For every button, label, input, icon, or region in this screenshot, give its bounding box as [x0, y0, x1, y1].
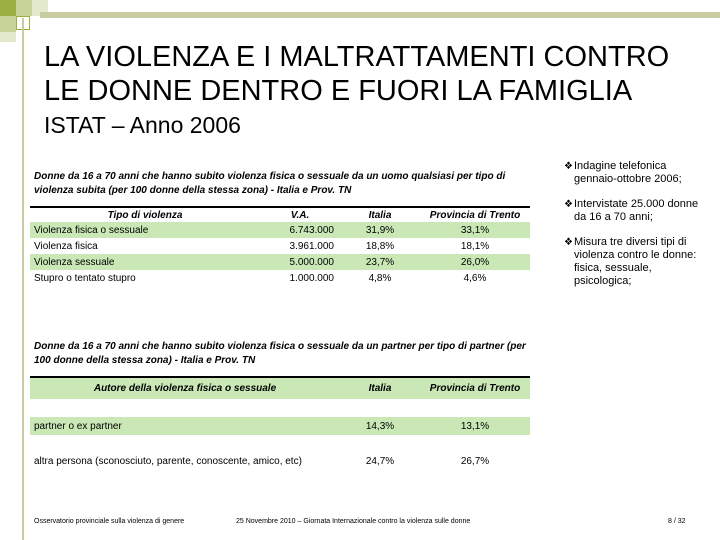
table-row	[30, 238, 530, 254]
table-row	[30, 417, 530, 435]
slide-title-line1: LA VIOLENZA E I MALTRATTAMENTI CONTRO	[44, 41, 670, 73]
partner-violence-table	[30, 334, 530, 469]
table2-caption: Donne da 16 a 70 anni che hanno subito violenza fisica o sessuale da un partner per tipo di partner (per 100 donne della stessa zona) - Italia e Prov. TN	[34, 341, 526, 366]
table1-header-trento: Provincia di Trento	[420, 207, 530, 222]
diamond-bullet-icon: ❖	[564, 237, 573, 248]
table-cell: 4,6%	[420, 270, 530, 286]
list-item	[564, 160, 704, 186]
table1-header-va: V.A.	[260, 207, 340, 222]
table-cell: 31,9%	[340, 222, 420, 238]
table2-header-italia: Italia	[340, 377, 420, 399]
table-cell: 18,1%	[420, 238, 530, 254]
table-cell: Violenza fisica	[30, 238, 260, 254]
table-cell: 33,1%	[420, 222, 530, 238]
table-cell: 4,8%	[340, 270, 420, 286]
decor-square	[0, 0, 16, 16]
table1-header-tipo: Tipo di violenza	[30, 207, 260, 222]
spacer-cell	[30, 399, 530, 417]
decor-square	[0, 16, 16, 32]
notes-list	[564, 160, 704, 300]
decor-square	[0, 32, 16, 42]
table-cell: 23,7%	[340, 254, 420, 270]
slide-subtitle: ISTAT – Anno 2006	[44, 112, 241, 138]
list-item	[564, 236, 704, 288]
diamond-bullet-icon: ❖	[564, 161, 573, 172]
table-cell: 13,1%	[420, 417, 530, 435]
list-item	[564, 198, 704, 224]
diamond-bullet-icon: ❖	[564, 199, 573, 210]
table-cell: partner o ex partner	[30, 417, 340, 435]
footer-organization: Osservatorio provinciale sulla violenza di genere	[34, 518, 185, 525]
table2-header-autore: Autore della violenza fisica o sessuale	[30, 377, 340, 399]
decor-square	[16, 0, 32, 16]
note-text: Intervistate 25.000 donne da 16 a 70 anni;	[574, 198, 699, 223]
table-cell: 26,0%	[420, 254, 530, 270]
table-cell: Stupro o tentato stupro	[30, 270, 260, 286]
left-rule	[22, 18, 24, 540]
table-cell: 26,7%	[420, 435, 530, 469]
table-cell: 5.000.000	[260, 254, 340, 270]
table-cell: Violenza sessuale	[30, 254, 260, 270]
table-cell: 3.961.000	[260, 238, 340, 254]
table-cell: 1.000.000	[260, 270, 340, 286]
table-row	[30, 435, 530, 469]
table-cell: 14,3%	[340, 417, 420, 435]
table1-header-italia: Italia	[340, 207, 420, 222]
table-cell: Violenza fisica o sessuale	[30, 222, 260, 238]
table-row	[30, 399, 530, 417]
table-cell: 24,7%	[340, 435, 420, 469]
footer-page-number: 8 / 32	[668, 518, 686, 525]
slide-title	[44, 40, 704, 108]
note-text: Misura tre diversi tipi di violenza contro le donne: fisica, sessuale, psicologica;	[574, 236, 697, 287]
footer-event: 25 Novembre 2010 – Giornata Internazionale contro la violenza sulle donne	[236, 518, 471, 525]
table-row	[30, 222, 530, 238]
table-cell: 6.743.000	[260, 222, 340, 238]
table-cell: altra persona (sconosciuto, parente, conoscente, amico, etc)	[30, 435, 340, 469]
note-text: Indagine telefonica gennaio-ottobre 2006;	[574, 160, 682, 185]
table1-caption: Donne da 16 a 70 anni che hanno subito violenza fisica o sessuale da un uomo qualsiasi per tipo di violenza subita (per 100 donne della stessa zona) - Italia e Prov. TN	[34, 171, 506, 196]
table-cell: 18,8%	[340, 238, 420, 254]
table2-header-trento: Provincia di Trento	[420, 377, 530, 399]
top-rule	[40, 12, 720, 18]
slide-title-line2: LE DONNE DENTRO E FUORI LA FAMIGLIA	[44, 75, 633, 107]
table-row	[30, 254, 530, 270]
violence-type-table	[30, 164, 530, 286]
table-row	[30, 270, 530, 286]
